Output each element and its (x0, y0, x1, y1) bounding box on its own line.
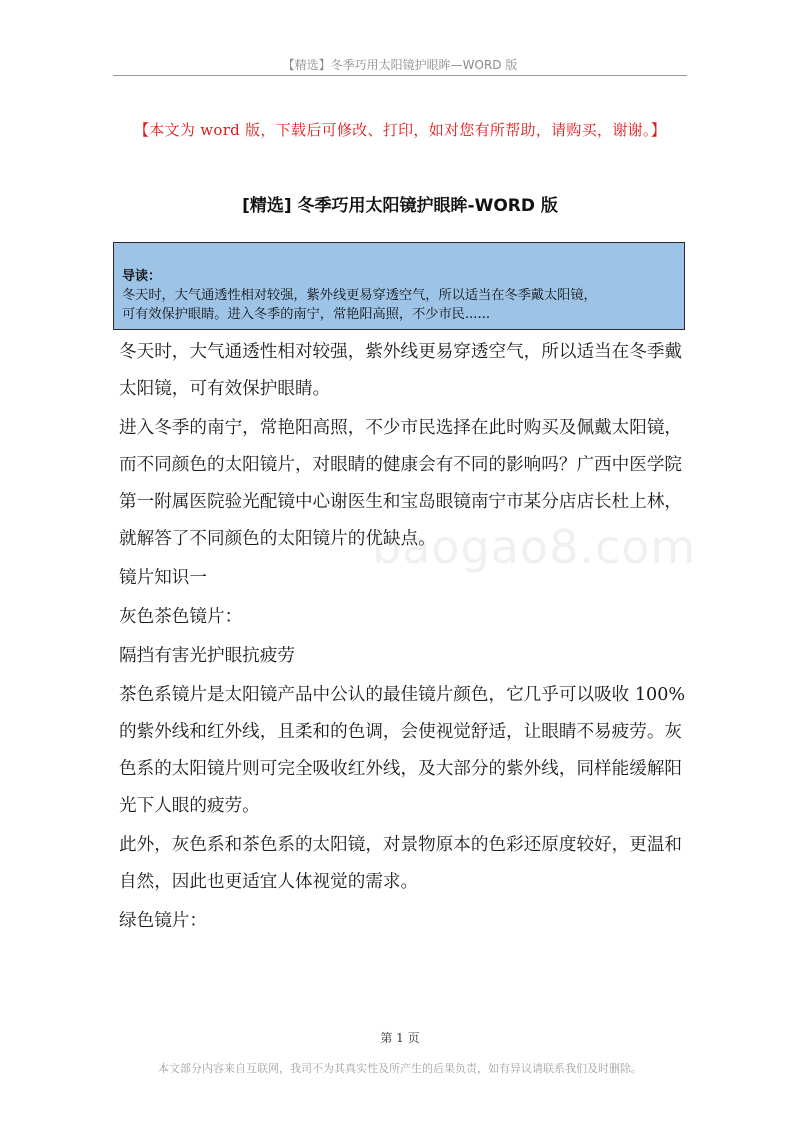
paragraph-2: 进入冬季的南宁，常艳阳高照，不少市民选择在此时购买及佩戴太阳镜，而不同颜色的太阳镜片，对眼睛的健康会有不同的影响吗？广西中医学院第一附属医院验光配镜中心谢医生和宝岛眼镜南宁市某分店店长杜上林，就解答了不同颜色的太阳镜片的优缺点。 (119, 418, 683, 549)
guide-box (113, 242, 685, 330)
guide-text-line-2: 可有效保护眼睛。进入冬季的南宁，常艳阳高照，不少市民...... (122, 307, 491, 322)
paragraph-1: 冬天时，大气通透性相对较强，紫外线更易穿透空气，所以适当在冬季戴太阳镜，可有效保护眼睛。 (119, 342, 683, 399)
subheading-gray-brown-lens: 灰色茶色镜片： (119, 607, 243, 627)
section-heading: 镜片知识一 (119, 568, 207, 588)
purchase-notice: 【本文为 word 版，下载后可修改、打印，如对您有所帮助，请购买，谢谢。】 (133, 121, 667, 139)
paragraph-4: 此外，灰色系和茶色系的太阳镜，对景物原本的色彩还原度较好，更温和自然，因此也更适宜人体视觉的需求。 (119, 835, 683, 892)
subheading-green-lens: 绿色镜片： (119, 911, 207, 931)
subheading-benefit: 隔挡有害光护眼抗疲劳 (119, 646, 295, 666)
document-title: [精选] 冬季巧用太阳镜护眼眸-WORD 版 (242, 196, 558, 216)
article-body (119, 334, 689, 942)
watermark-text: baogao8.com (372, 520, 697, 574)
guide-text-line-1: 冬天时，大气通透性相对较强，紫外线更易穿透空气，所以适当在冬季戴太阳镜， (122, 288, 597, 303)
guide-label: 导读： (122, 269, 162, 284)
footer-disclaimer: 本文部分内容来自互联网，我司不为其真实性及所产生的后果负责，如有异议请联系我们及时删除。 (158, 1062, 642, 1075)
header-divider (113, 75, 687, 76)
paragraph-3: 茶色系镜片是太阳镜产品中公认的最佳镜片颜色，它几乎可以吸收 100%的紫外线和红外线，且柔和的色调，会使视觉舒适，让眼睛不易疲劳。灰色系的太阳镜片则可完全吸收红外线，及大部分的紫外线，同样能缓解阳光下人眼的疲劳。 (119, 685, 686, 816)
running-header: 【精选】冬季巧用太阳镜护眼眸—WORD 版 (282, 58, 518, 72)
page-number: 第 1 页 (380, 1031, 420, 1045)
